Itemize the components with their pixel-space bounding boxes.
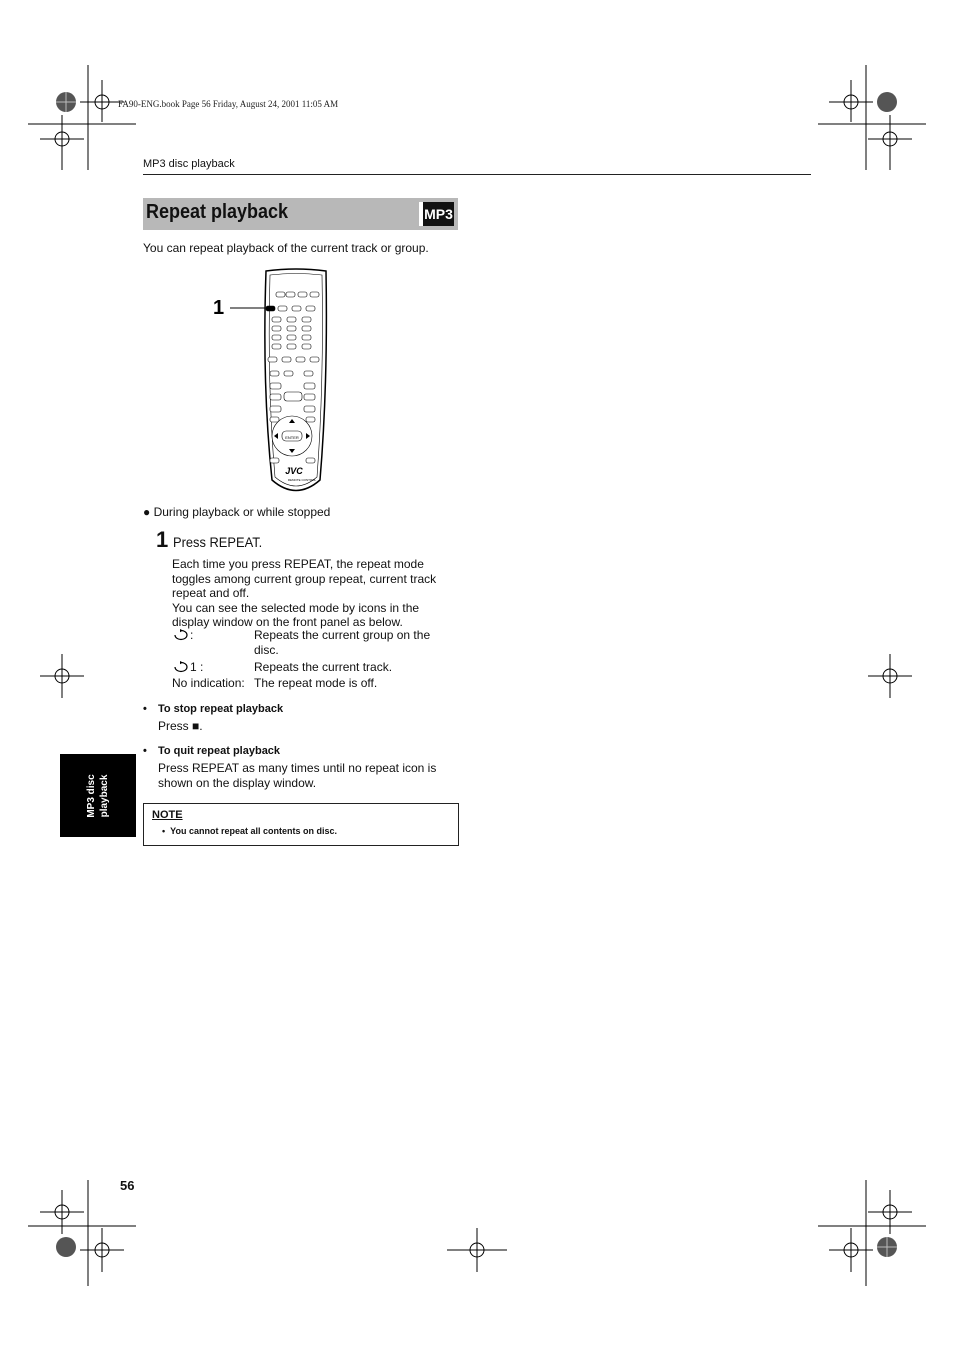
page-title: Repeat playback bbox=[146, 201, 289, 223]
step-number: 1 bbox=[156, 527, 169, 552]
stop-body: Press ■. bbox=[158, 719, 203, 733]
side-tab-line: MP3 disc bbox=[86, 773, 97, 818]
condition-text: During playback or while stopped bbox=[153, 505, 331, 519]
quit-heading bbox=[143, 745, 280, 757]
page-number: 56 bbox=[120, 1178, 135, 1193]
step-instruction: Press REPEAT. bbox=[173, 534, 263, 550]
mode-desc-line: disc. bbox=[254, 643, 279, 657]
mode-desc-off: The repeat mode is off. bbox=[254, 676, 378, 690]
step-description-line: repeat and off. bbox=[172, 586, 250, 600]
bullet-dot-icon: • bbox=[162, 826, 171, 836]
remote-body bbox=[265, 269, 327, 491]
side-tab-line: playback bbox=[99, 774, 110, 817]
bullet-circle-icon: ● bbox=[143, 505, 151, 519]
mode-row-group bbox=[172, 628, 193, 642]
step-description-line: You can see the selected mode by icons in the bbox=[172, 600, 420, 615]
mode-row-off: No indication: bbox=[172, 676, 245, 690]
mode-row-track bbox=[172, 660, 203, 674]
remote-enter-label: ENTER bbox=[285, 435, 299, 440]
mode-label: : bbox=[190, 628, 194, 642]
remote-footer-label: REMOTE CONTROL bbox=[287, 478, 317, 482]
note-box bbox=[143, 803, 459, 846]
mode-desc-group bbox=[254, 628, 430, 657]
note-title: NOTE bbox=[152, 809, 183, 821]
step-description-line: display window on the front panel as below. bbox=[172, 615, 403, 629]
section-divider bbox=[143, 174, 811, 175]
mode-label: 1 : bbox=[190, 660, 204, 674]
bullet-dot-icon: • bbox=[143, 703, 147, 715]
step-description bbox=[172, 557, 436, 630]
remote-control-illustration bbox=[200, 265, 340, 500]
note-item-text: You cannot repeat all contents on disc. bbox=[170, 826, 338, 836]
mode-desc-track: Repeats the current track. bbox=[254, 660, 393, 674]
remote-brand-logo: JVC bbox=[285, 466, 303, 476]
side-tab-label bbox=[85, 774, 111, 817]
title-bar bbox=[143, 198, 458, 230]
step-description-line: Each time you press REPEAT, the repeat mode bbox=[172, 557, 424, 571]
quit-body-line: Press REPEAT as many times until no repeat icon is bbox=[158, 761, 437, 775]
side-tab bbox=[60, 754, 136, 837]
intro-text: You can repeat playback of the current track or group. bbox=[143, 241, 429, 255]
callout-number: 1 bbox=[213, 297, 225, 319]
bullet-dot-icon: • bbox=[143, 745, 147, 757]
file-header: FA90-ENG.book Page 56 Friday, August 24, 2001 11:05 AM bbox=[118, 99, 339, 109]
stop-heading-text: To stop repeat playback bbox=[158, 703, 284, 715]
mp3-badge: MP3 bbox=[419, 202, 454, 226]
repeat-group-icon bbox=[172, 629, 190, 641]
mode-desc-line: Repeats the current group on the bbox=[254, 628, 431, 642]
section-label: MP3 disc playback bbox=[143, 158, 235, 170]
quit-body bbox=[158, 761, 436, 790]
note-item bbox=[162, 826, 337, 836]
quit-heading-text: To quit repeat playback bbox=[158, 745, 281, 757]
stop-heading bbox=[143, 703, 283, 715]
quit-body-line: shown on the display window. bbox=[158, 775, 317, 790]
repeat-track-icon bbox=[172, 661, 190, 673]
condition-line bbox=[143, 505, 330, 519]
step-description-line: toggles among current group repeat, current track bbox=[172, 571, 437, 586]
